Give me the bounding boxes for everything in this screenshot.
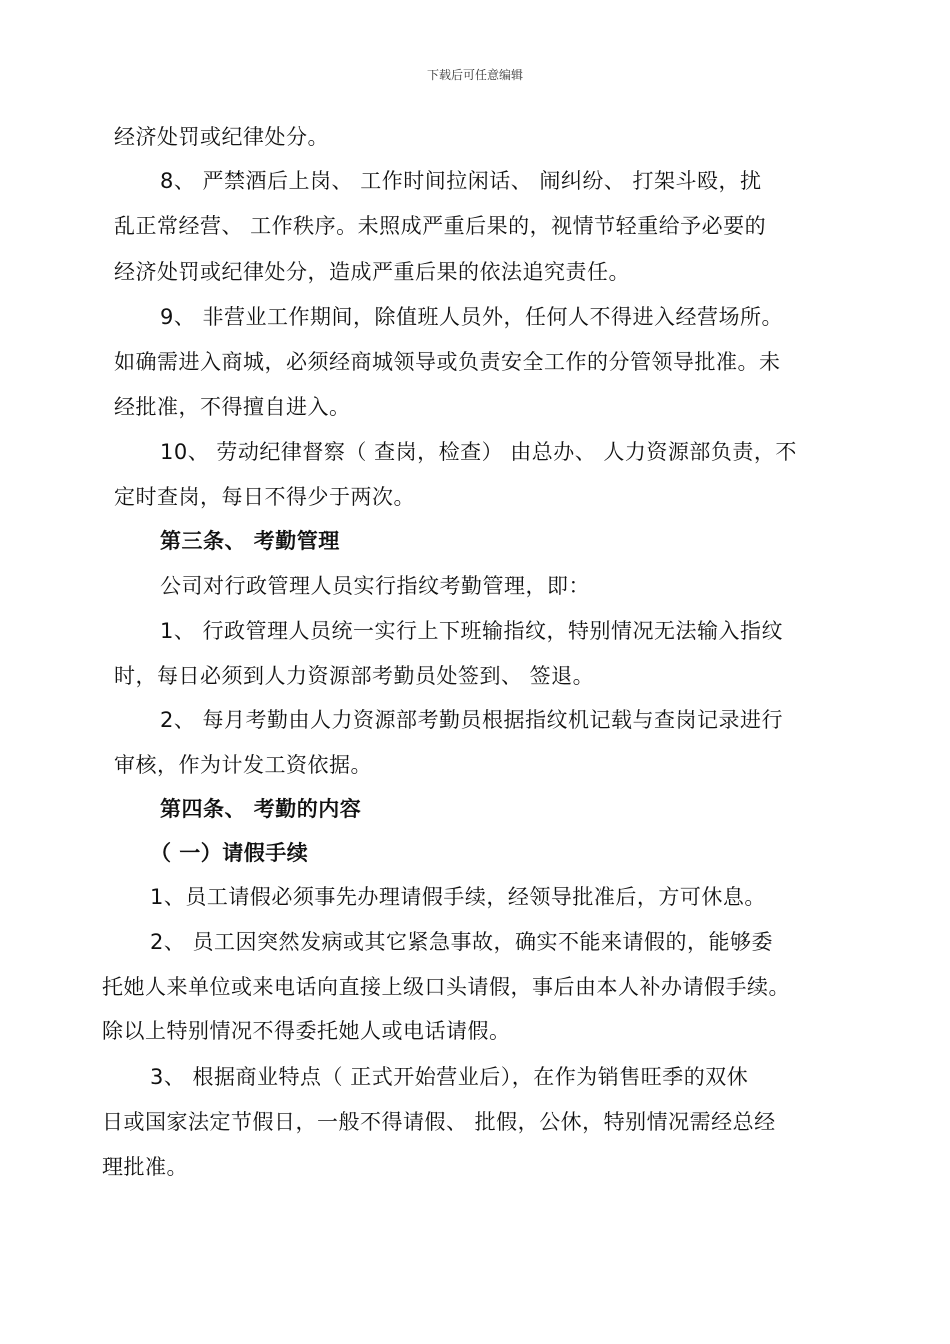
text-line: 2、 员工因突然发病或其它紧急事故，确实不能来请假的，能够委 xyxy=(150,930,774,954)
subsection-heading: （ 一）请假手续 xyxy=(150,841,309,865)
text-line: 时，每日必须到人力资源部考勤员处签到、 签退。 xyxy=(114,664,595,688)
text-line: 经批准，不得擅自进入。 xyxy=(114,395,351,419)
page-header: 下载后可任意编辑 xyxy=(426,68,523,82)
section-heading: 第四条、 考勤的内容 xyxy=(160,797,362,821)
section-heading: 第三条、 考勤管理 xyxy=(160,529,340,553)
text-line: 经济处罚或纪律处分，造成严重后果的依法追究责任。 xyxy=(114,260,630,284)
text-line: 理批准。 xyxy=(102,1155,188,1179)
text-line: 经济处罚或纪律处分。 xyxy=(114,125,329,149)
text-line: 托她人来单位或来电话向直接上级口头请假，事后由本人补办请假手续。 xyxy=(102,975,790,999)
text-line: 审核，作为计发工资依据。 xyxy=(114,753,372,777)
text-line: 公司对行政管理人员实行指纹考勤管理，即： xyxy=(160,574,590,598)
text-line: 乱正常经营、 工作秩序。未照成严重后果的，视情节轻重给予必要的 xyxy=(114,214,767,238)
text-line: 1、 行政管理人员统一实行上下班输指纹，特别情况无法输入指纹 xyxy=(160,619,784,643)
text-line: 定时查岗，每日不得少于两次。 xyxy=(114,485,415,509)
text-line: 3、 根据商业特点（ 正式开始营业后），在作为销售旺季的双休 xyxy=(150,1065,749,1089)
text-line: 10、 劳动纪律督察（ 查岗，检查） 由总办、 人力资源部负责，不 xyxy=(160,440,797,464)
text-line: 1、员工请假必须事先办理请假手续，经领导批准后，方可休息。 xyxy=(150,885,766,909)
text-line: 如确需进入商城，必须经商城领导或负责安全工作的分管领导批准。未 xyxy=(114,350,781,374)
text-line: 8、 严禁酒后上岗、 工作时间拉闲话、 闹纠纷、 打架斗殴，扰 xyxy=(160,169,762,193)
text-line: 9、 非营业工作期间，除值班人员外，任何人不得进入经营场所。 xyxy=(160,305,784,329)
text-line: 除以上特别情况不得委托她人或电话请假。 xyxy=(102,1019,511,1043)
text-line: 日或国家法定节假日，一般不得请假、 批假，公休，特别情况需经总经 xyxy=(102,1110,776,1134)
text-line: 2、 每月考勤由人力资源部考勤员根据指纹机记载与查岗记录进行 xyxy=(160,708,784,732)
